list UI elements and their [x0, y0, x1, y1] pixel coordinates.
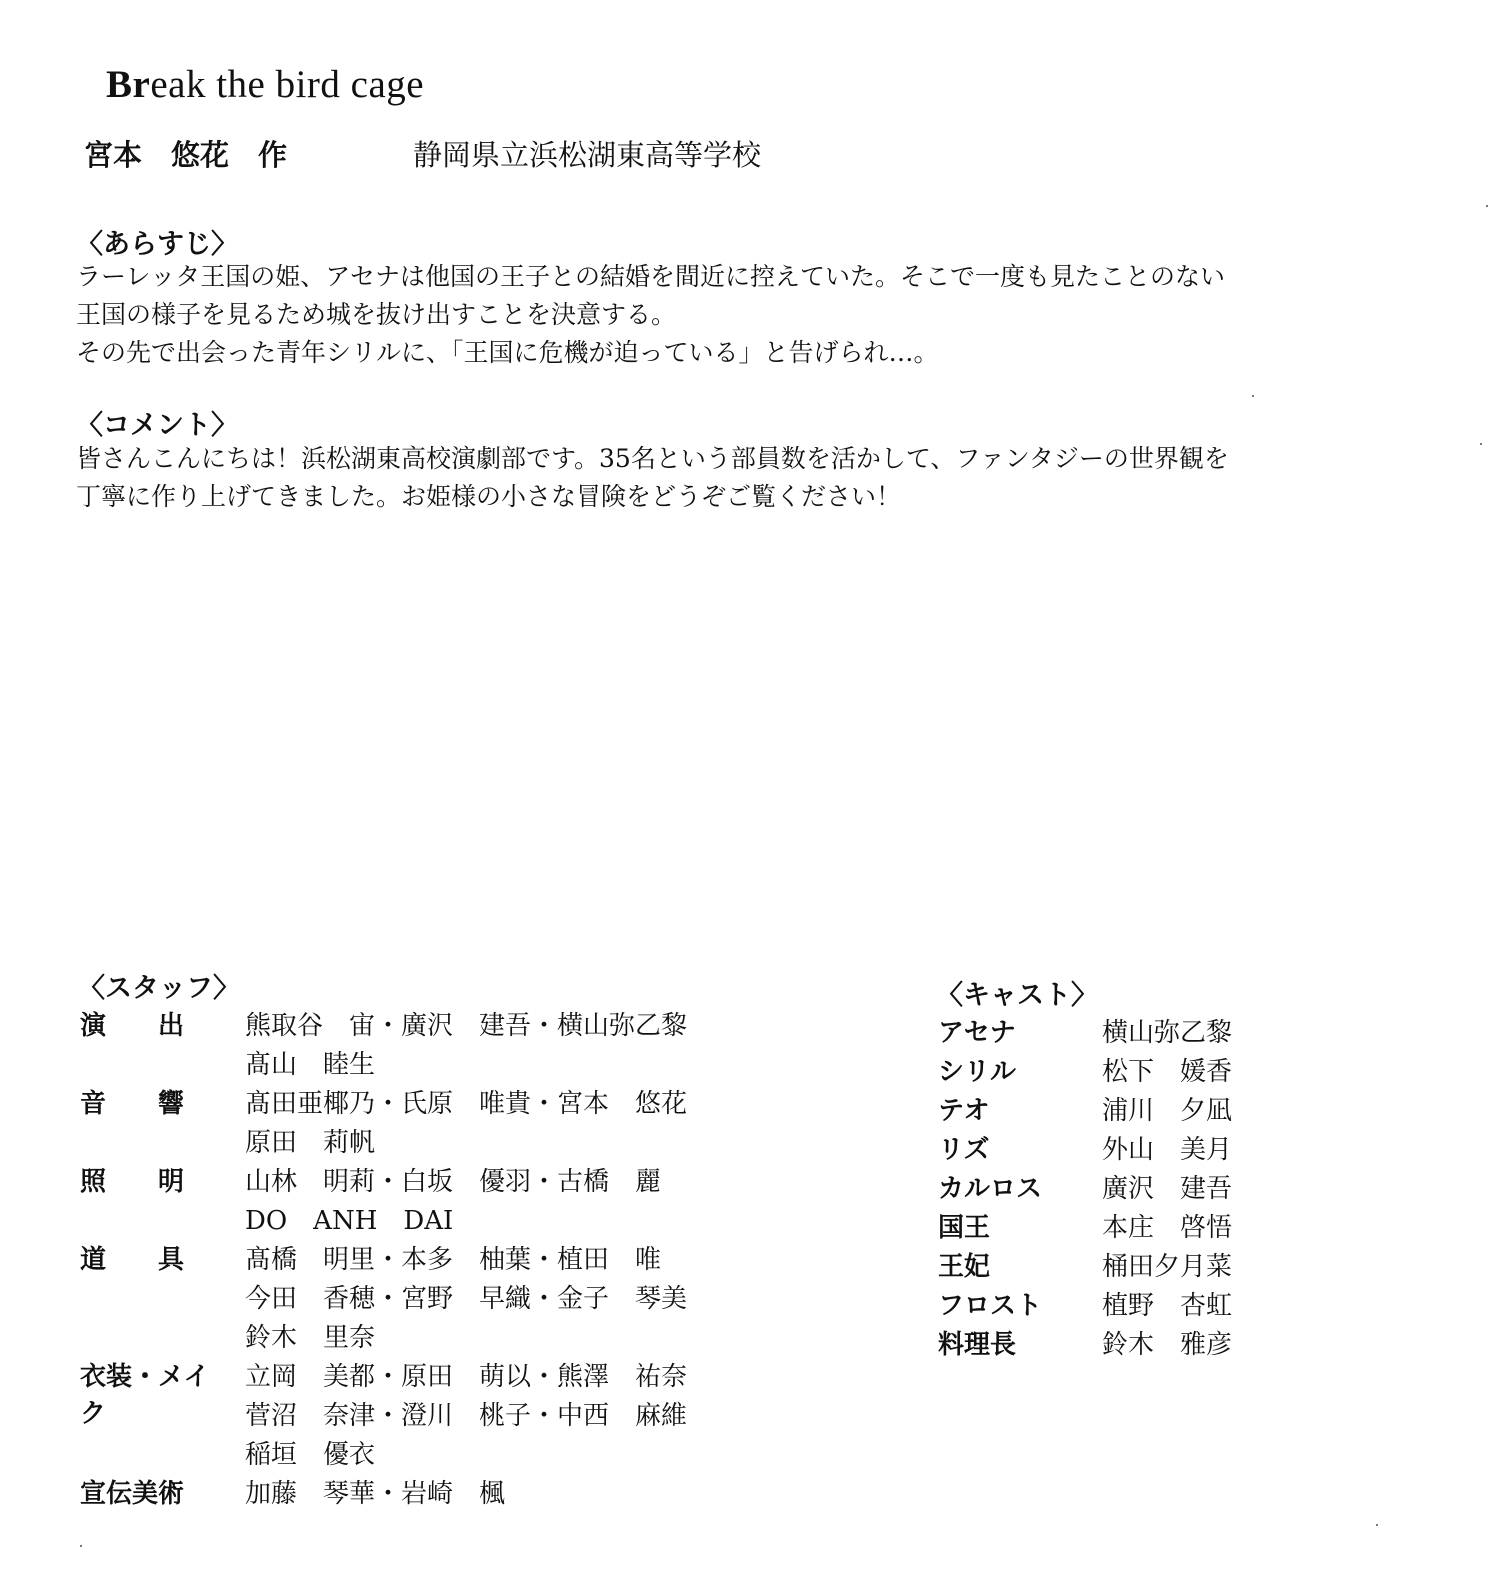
- comment-heading: 〈コメント〉: [76, 410, 238, 441]
- scan-speck: [1486, 205, 1488, 207]
- comment-line: 皆さんこんにちは！浜松湖東高校演劇部です。35名という部員数を活かして、ファンタジーの世界観を: [76, 444, 1229, 473]
- cast-role: シリル: [938, 1057, 1017, 1087]
- synopsis-line: ラーレッタ王国の姫、アセナは他国の王子との結婚を間近に控えていた。そこで一度も見たことのない: [76, 262, 1226, 291]
- synopsis-heading: 〈あらすじ〉: [76, 229, 238, 260]
- cast-actor-name: 本庄 啓悟: [1102, 1213, 1233, 1243]
- cast-actor-name: 鈴木 雅彦: [1102, 1330, 1233, 1360]
- synopsis-text: [76, 258, 1456, 372]
- staff-names: 髙田亜椰乃・氏原 唯貴・宮本 悠花: [245, 1089, 688, 1119]
- staff-role: 演 出: [80, 1011, 185, 1041]
- scan-speck: [80, 1545, 82, 1547]
- staff-names: 原田 莉帆: [245, 1128, 376, 1158]
- cast-role: 国王: [938, 1213, 991, 1243]
- comment-text: [76, 440, 1456, 516]
- play-title: [106, 62, 424, 107]
- cast-role: アセナ: [938, 1018, 1016, 1048]
- staff-names: 髙橋 明里・本多 柚葉・植田 唯: [245, 1245, 662, 1275]
- staff-role: 衣装・メイク: [80, 1362, 210, 1429]
- cast-actor-name: 浦川 夕凪: [1102, 1096, 1233, 1126]
- cast-role: カルロス: [938, 1174, 1043, 1204]
- cast-actor-name: 植野 杏虹: [1102, 1291, 1233, 1321]
- staff-names: 立岡 美都・原田 萌以・熊澤 祐奈: [245, 1362, 688, 1392]
- staff-names: 山林 明莉・白坂 優羽・古橋 麗: [245, 1167, 662, 1197]
- staff-names: 熊取谷 宙・廣沢 建吾・横山弥乙黎: [245, 1011, 688, 1041]
- staff-names: 髙山 睦生: [245, 1050, 376, 1080]
- synopsis-line: その先で出会った青年シリルに、「王国に危機が迫っている」と告げられ…。: [76, 338, 939, 367]
- staff-role: 照 明: [80, 1167, 185, 1197]
- staff-role: 宣伝美術: [80, 1479, 185, 1509]
- cast-role: リズ: [938, 1135, 990, 1165]
- staff-heading: 〈スタッフ〉: [78, 973, 240, 1004]
- author-credit: 宮本 悠花 作: [84, 138, 288, 172]
- staff-role: 道 具: [80, 1245, 185, 1275]
- scan-speck: [1480, 443, 1482, 445]
- staff-names: 鈴木 里奈: [245, 1323, 376, 1353]
- cast-role: 料理長: [938, 1330, 1017, 1360]
- scan-speck: [1376, 1524, 1378, 1526]
- staff-names: 菅沼 奈津・澄川 桃子・中西 麻維: [245, 1401, 688, 1431]
- comment-line: 丁寧に作り上げてきました。お姫様の小さな冒険をどうぞご覧ください！: [76, 482, 902, 511]
- title-bold-part: Br: [106, 63, 151, 106]
- staff-names: 加藤 琴華・岩崎 楓: [245, 1479, 506, 1509]
- cast-actor-name: 廣沢 建吾: [1102, 1174, 1233, 1204]
- scan-speck: [1252, 395, 1254, 397]
- title-rest: eak the bird cage: [150, 63, 425, 106]
- cast-actor-name: 外山 美月: [1102, 1135, 1233, 1165]
- school-name: 静岡県立浜松湖東高等学校: [413, 138, 762, 172]
- cast-actor-name: 桶田夕月菜: [1102, 1252, 1233, 1282]
- synopsis-line: 王国の様子を見るため城を抜け出すことを決意する。: [76, 300, 677, 329]
- cast-role: フロスト: [938, 1291, 1043, 1321]
- cast-actor-name: 松下 媛香: [1102, 1057, 1233, 1087]
- staff-names: DO ANH DAI: [245, 1206, 454, 1236]
- staff-names: 今田 香穂・宮野 早織・金子 琴美: [245, 1284, 688, 1314]
- cast-heading: 〈キャスト〉: [936, 980, 1098, 1011]
- staff-role: 音 響: [80, 1089, 185, 1119]
- cast-role: テオ: [938, 1096, 990, 1126]
- cast-role: 王妃: [938, 1252, 991, 1282]
- cast-actor-name: 横山弥乙黎: [1102, 1018, 1233, 1048]
- staff-names: 稲垣 優衣: [245, 1440, 376, 1470]
